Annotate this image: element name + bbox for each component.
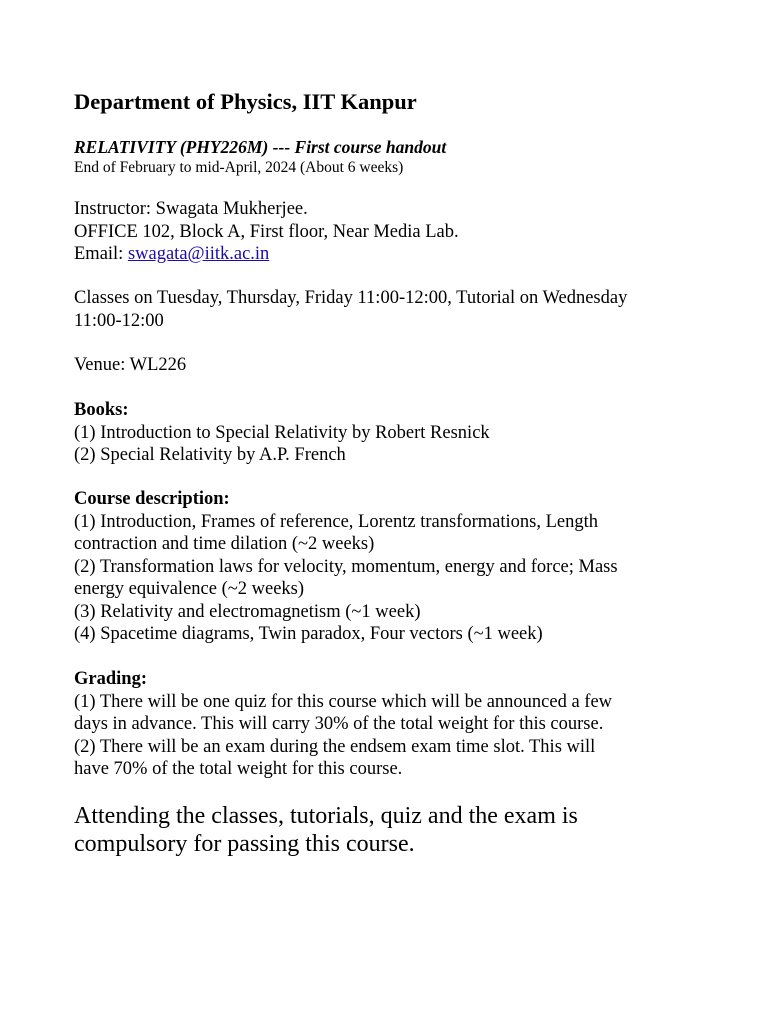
instructor-email-line [74,243,704,266]
course-description-line: (4) Spacetime diagrams, Twin paradox, Four vectors (~1 week) [74,624,543,644]
email-link[interactable]: swagata@iitk.ac.in [127,244,270,264]
books-heading: Books: [74,400,129,420]
email-label: Email: [74,244,128,264]
book-item: (2) Special Relativity by A.P. French [74,445,346,465]
instructor-name: Instructor: Swagata Mukherjee. [74,199,308,219]
grading-block [74,668,704,781]
course-description-heading: Course description: [74,489,230,509]
grading-line: have 70% of the total weight for this course. [74,759,403,779]
course-dates: End of February to mid-April, 2024 (About 6 weeks) [74,159,404,176]
course-description-line: (1) Introduction, Frames of reference, Lorentz transformations, Length [74,511,598,532]
book-item: (1) Introduction to Special Relativity by Robert Resnick [74,422,490,443]
attendance-notice-line-2: compulsory for passing this course. [74,831,415,857]
books-block [74,399,704,467]
course-description-block [74,488,704,646]
course-description-line: contraction and time dilation (~2 weeks) [74,534,375,554]
grading-line: (2) There will be an exam during the endsem exam time slot. This will [74,736,596,757]
schedule-block [74,287,704,332]
grading-line: days in advance. This will carry 30% of the total weight for this course. [74,714,604,734]
course-title: RELATIVITY (PHY226M) --- First course handout [74,137,447,157]
instructor-office: OFFICE 102, Block A, First floor, Near Media Lab. [74,221,459,242]
venue-block [74,354,704,377]
grading-line: (1) There will be one quiz for this course which will be announced a few [74,691,613,712]
course-header-block [74,136,704,177]
attendance-notice-line-1: Attending the classes, tutorials, quiz and the exam is [74,803,578,829]
department-heading-block [74,88,704,116]
course-description-line: (3) Relativity and electromagnetism (~1 week) [74,601,421,622]
grading-heading: Grading: [74,669,147,689]
instructor-block [74,198,704,266]
schedule-line-2: 11:00-12:00 [74,310,164,331]
attendance-notice-block [74,802,704,858]
course-description-line: (2) Transformation laws for velocity, momentum, energy and force; Mass [74,556,618,577]
department-title: Department of Physics, IIT Kanpur [74,89,417,114]
schedule-line-1: Classes on Tuesday, Thursday, Friday 11:00-12:00, Tutorial on Wednesday [74,288,628,308]
course-description-line: energy equivalence (~2 weeks) [74,579,305,599]
venue: Venue: WL226 [74,355,187,375]
